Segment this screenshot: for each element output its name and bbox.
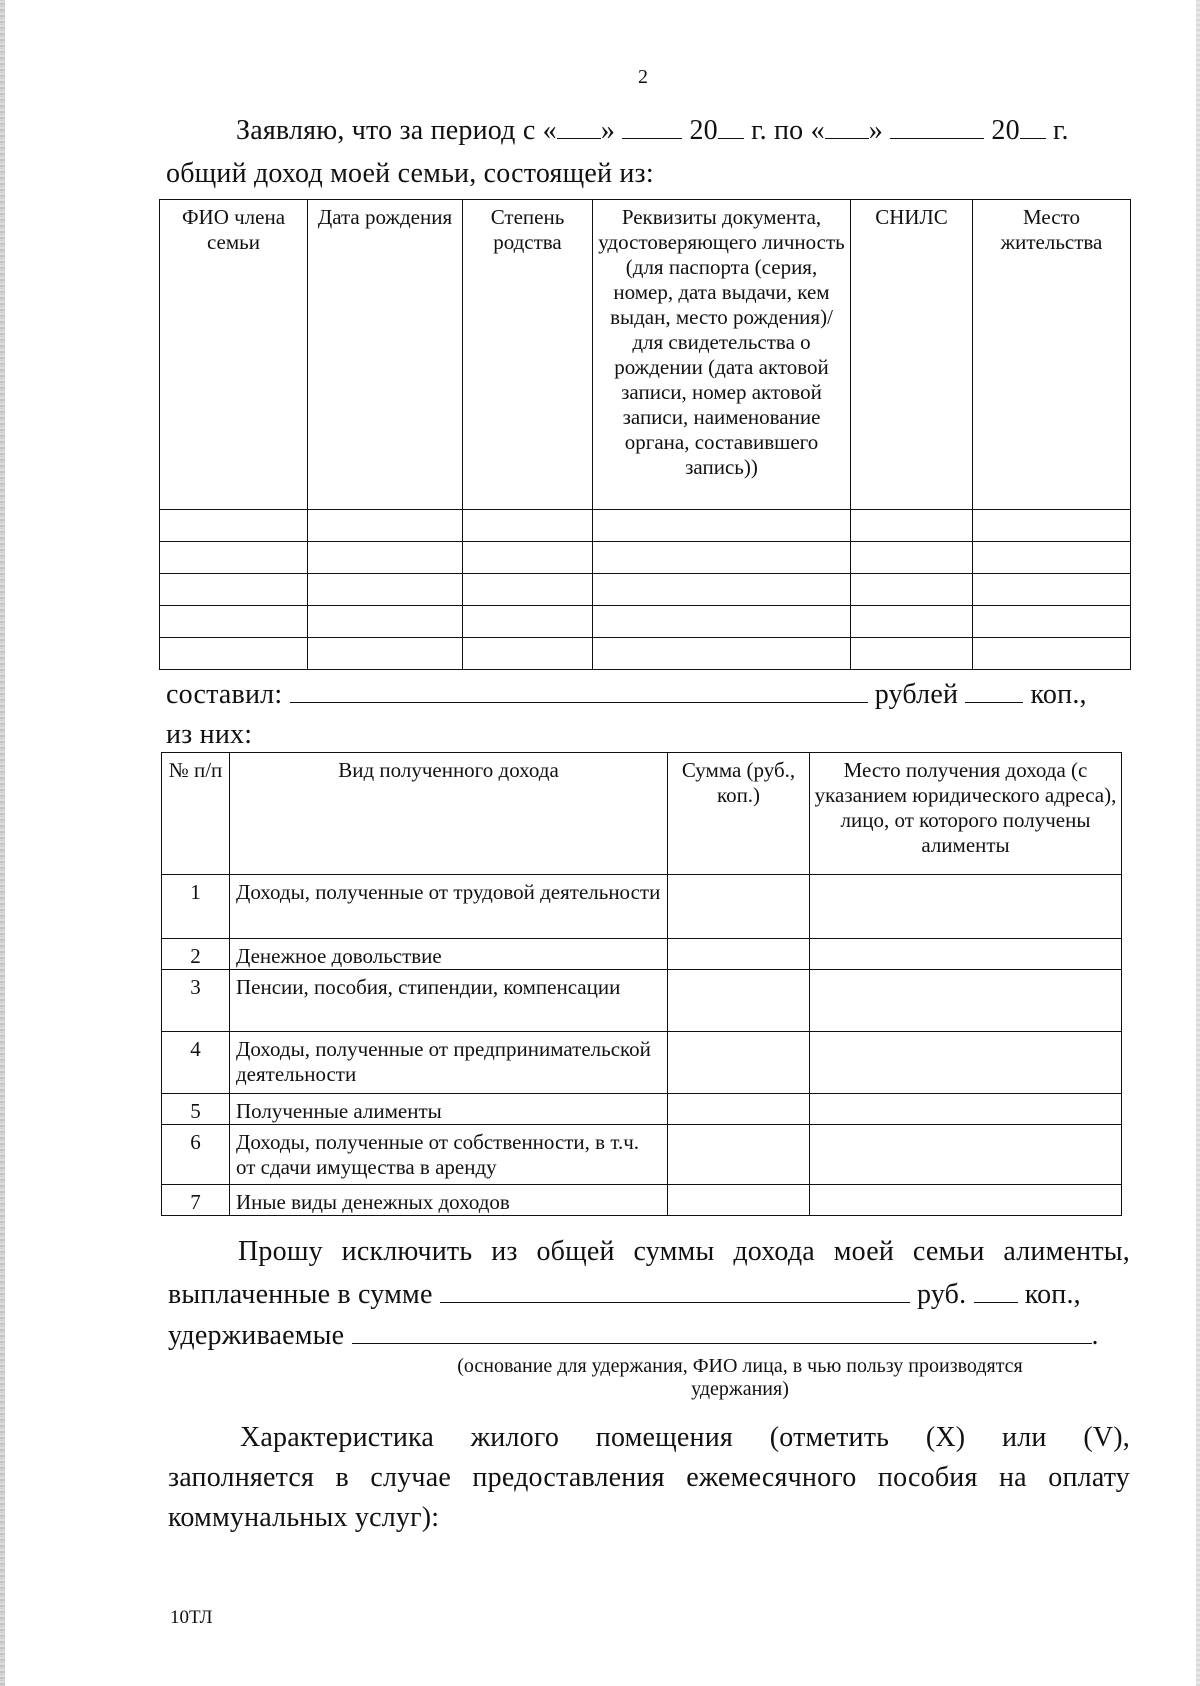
cell-snils[interactable] (851, 606, 973, 638)
family-members-table (159, 199, 1131, 670)
alimony-amount-label: выплаченные в сумме (168, 1279, 433, 1310)
housing-line1: Характеристика жилого помещения (отметить (X) или (V), (240, 1422, 1130, 1453)
header-full-name: ФИО члена семьи (160, 200, 308, 510)
cell-residence[interactable] (973, 606, 1131, 638)
cell-full-name[interactable] (160, 542, 308, 574)
cell-snils[interactable] (851, 542, 973, 574)
amount-cell[interactable] (668, 1125, 810, 1185)
scan-edge-right (1196, 0, 1200, 1686)
family-table-header-row (160, 200, 1131, 510)
period-text-close-quote-2: » (868, 115, 891, 146)
period-from-month-blank[interactable] (622, 114, 682, 139)
income-type-label: Иные виды денежных доходов (230, 1185, 668, 1216)
total-kop-blank[interactable] (965, 678, 1023, 703)
cell-birth-date[interactable] (308, 638, 463, 670)
cell-id-document[interactable] (593, 542, 851, 574)
cell-full-name[interactable] (160, 606, 308, 638)
income-type-label: Пенсии, пособия, стипендии, компенсации (230, 970, 668, 1032)
total-rubles-blank[interactable] (290, 678, 868, 703)
cell-relationship[interactable] (463, 638, 593, 670)
source-cell[interactable] (810, 1032, 1122, 1094)
header-residence: Место жительства (973, 200, 1131, 510)
income-row-1 (162, 875, 1122, 939)
cell-id-document[interactable] (593, 606, 851, 638)
total-kop-label: коп., (1030, 679, 1087, 710)
row-number: 6 (162, 1125, 230, 1185)
cell-residence[interactable] (973, 574, 1131, 606)
note-line-2: удержания) (691, 1378, 789, 1400)
alimony-withheld-line (168, 1319, 1099, 1352)
row-number: 7 (162, 1185, 230, 1216)
cell-full-name[interactable] (160, 638, 308, 670)
amount-cell[interactable] (668, 1185, 810, 1216)
total-label: составил: (166, 679, 283, 710)
income-type-label: Доходы, полученные от предпринимательской деятельности (230, 1032, 668, 1094)
family-table-row (160, 574, 1131, 606)
header-income-type: Вид полученного дохода (230, 753, 668, 875)
alimony-request-line1: Прошу исключить из общей суммы дохода моей семьи алименты, (238, 1236, 1130, 1267)
alimony-withheld-label: удерживаемые (168, 1320, 345, 1351)
header-income-source: Место получения дохода (с указанием юридического адреса), лицо, от которого получены алименты (810, 753, 1122, 875)
family-table-row (160, 638, 1131, 670)
alimony-amount-line (168, 1278, 1081, 1311)
cell-snils[interactable] (851, 574, 973, 606)
source-cell[interactable] (810, 1185, 1122, 1216)
row-number: 3 (162, 970, 230, 1032)
cell-id-document[interactable] (593, 510, 851, 542)
period-from-year-blank[interactable] (718, 114, 744, 139)
period-statement (236, 114, 1069, 147)
header-amount: Сумма (руб., коп.) (668, 753, 810, 875)
period-to-month-blank[interactable] (890, 114, 984, 139)
cell-residence[interactable] (973, 510, 1131, 542)
cell-snils[interactable] (851, 638, 973, 670)
header-snils: СНИЛС (851, 200, 973, 510)
income-type-label: Доходы, полученные от собственности, в т.ч. от сдачи имущества в аренду (230, 1125, 668, 1185)
cell-relationship[interactable] (463, 574, 593, 606)
amount-cell[interactable] (668, 1032, 810, 1094)
cell-residence[interactable] (973, 638, 1131, 670)
row-number: 2 (162, 939, 230, 970)
cell-birth-date[interactable] (308, 510, 463, 542)
note-line-1: (основание для удержания, ФИО лица, в чью пользу производятся (457, 1355, 1023, 1377)
amount-cell[interactable] (668, 1094, 810, 1125)
amount-cell[interactable] (668, 939, 810, 970)
source-cell[interactable] (810, 1125, 1122, 1185)
header-row-number: № п/п (162, 753, 230, 875)
source-cell[interactable] (810, 875, 1122, 939)
page-number: 2 (638, 66, 648, 88)
period-to-day-blank[interactable] (825, 114, 869, 139)
alimony-withheld-blank[interactable] (352, 1319, 1092, 1344)
family-income-intro: общий доход моей семьи, состоящей из: (166, 158, 654, 189)
family-table-row (160, 606, 1131, 638)
cell-relationship[interactable] (463, 510, 593, 542)
source-cell[interactable] (810, 970, 1122, 1032)
cell-birth-date[interactable] (308, 574, 463, 606)
period-from-day-blank[interactable] (557, 114, 601, 139)
row-number: 4 (162, 1032, 230, 1094)
income-type-label: Денежное довольствие (230, 939, 668, 970)
period-text-to: г. по « (743, 115, 825, 146)
alimony-kop-label: коп., (1024, 1279, 1081, 1310)
income-table-header-row (162, 753, 1122, 875)
cell-id-document[interactable] (593, 574, 851, 606)
alimony-withheld-note (380, 1355, 1100, 1401)
total-income-line (166, 678, 1087, 711)
source-cell[interactable] (810, 1094, 1122, 1125)
row-number: 1 (162, 875, 230, 939)
housing-line2: заполняется в случае предоставления ежемесячного пособия на оплату (168, 1462, 1130, 1493)
cell-snils[interactable] (851, 510, 973, 542)
footer-code: 10ТЛ (170, 1607, 213, 1628)
header-relationship: Степень родства (463, 200, 593, 510)
total-rub-label: рублей (874, 679, 959, 710)
of-them-label: из них: (166, 719, 253, 750)
income-row-2 (162, 939, 1122, 970)
period-text-end: г. (1045, 115, 1069, 146)
header-birth-date: Дата рождения (308, 200, 463, 510)
family-table-row (160, 510, 1131, 542)
period-text-year-prefix-2: 20 (984, 115, 1020, 146)
income-type-label: Доходы, полученные от трудовой деятельности (230, 875, 668, 939)
family-table-row (160, 542, 1131, 574)
income-row-7 (162, 1185, 1122, 1216)
alimony-rubles-blank[interactable] (440, 1278, 910, 1303)
cell-birth-date[interactable] (308, 606, 463, 638)
income-row-5 (162, 1094, 1122, 1125)
income-row-6 (162, 1125, 1122, 1185)
alimony-rub-label: руб. (917, 1279, 967, 1310)
cell-residence[interactable] (973, 542, 1131, 574)
period-text-close-quote: » (600, 115, 623, 146)
housing-line3: коммунальных услуг): (168, 1502, 440, 1533)
income-row-4 (162, 1032, 1122, 1094)
cell-id-document[interactable] (593, 638, 851, 670)
row-number: 5 (162, 1094, 230, 1125)
cell-relationship[interactable] (463, 606, 593, 638)
period-text-year-prefix: 20 (682, 115, 718, 146)
cell-birth-date[interactable] (308, 542, 463, 574)
period-text-start: Заявляю, что за период с « (236, 115, 557, 146)
income-row-3 (162, 970, 1122, 1032)
income-types-table (161, 752, 1122, 1216)
scan-edge-left (0, 0, 5, 1686)
alimony-withheld-end: . (1091, 1320, 1099, 1351)
cell-relationship[interactable] (463, 542, 593, 574)
amount-cell[interactable] (668, 970, 810, 1032)
cell-full-name[interactable] (160, 510, 308, 542)
amount-cell[interactable] (668, 875, 810, 939)
source-cell[interactable] (810, 939, 1122, 970)
cell-full-name[interactable] (160, 574, 308, 606)
income-type-label: Полученные алименты (230, 1094, 668, 1125)
header-id-document: Реквизиты документа, удостоверяющего личность (для паспорта (серия, номер, дата выдачи, кем выдан, место рождения)/для свидетельства о рождении (дата актовой записи, номер актовой записи, наименование органа, составившего запись)) (593, 200, 851, 510)
alimony-kop-blank[interactable] (974, 1278, 1018, 1303)
period-to-year-blank[interactable] (1020, 114, 1046, 139)
